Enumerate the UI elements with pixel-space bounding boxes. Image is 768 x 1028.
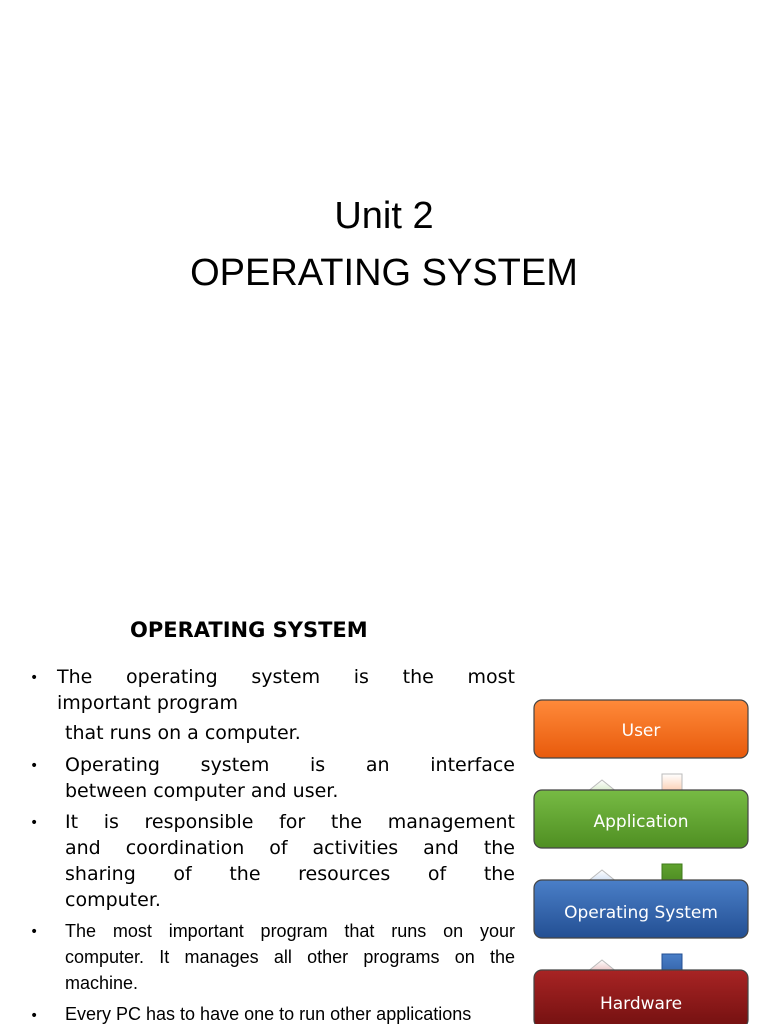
content-slide <box>0 560 768 1024</box>
slide-heading: OPERATING SYSTEM <box>130 618 368 642</box>
bullet-4-line-3: machine. <box>65 973 139 993</box>
bullet-marker: • <box>30 924 39 940</box>
bullet-marker: • <box>30 1008 39 1024</box>
bullet-2-line-1: Operating system is an interface <box>65 754 515 776</box>
layer-operating-system <box>534 880 748 938</box>
layer-label-application: Application <box>593 812 689 832</box>
bullet-4-line-1: The most important program that runs on your <box>65 921 515 941</box>
bullet-1-line-1: The operating system is the most <box>57 666 515 688</box>
bullet-3-line-2: and coordination of activities and the <box>65 837 515 859</box>
bullet-marker: • <box>30 670 39 686</box>
layer-user <box>534 700 748 758</box>
slide-title-topic: OPERATING SYSTEM <box>190 252 578 294</box>
slide-title-unit: Unit 2 <box>334 195 434 237</box>
bullet-1-line-2: important program <box>57 692 239 714</box>
bullet-3-line-3: sharing of the resources of the <box>65 863 515 885</box>
bullet-4-line-2: computer. It manages all other programs on the <box>65 947 515 967</box>
layer-label-hardware: Hardware <box>599 994 683 1014</box>
bullet-2-line-2: between computer and user. <box>65 780 339 802</box>
layer-label-operating-system: Operating System <box>564 903 718 923</box>
os-layer-diagram <box>530 696 754 1024</box>
bullet-1-line-3: that runs on a computer. <box>65 722 301 744</box>
bullet-marker: • <box>30 758 39 774</box>
bullet-marker: • <box>30 815 39 831</box>
bullet-5-line-1: Every PC has to have one to run other applications <box>65 1004 472 1024</box>
layer-hardware <box>534 970 748 1024</box>
bullet-3-line-4: computer. <box>65 889 161 911</box>
layer-label-user: User <box>621 721 661 741</box>
layer-application <box>534 790 748 848</box>
bullet-3-line-1: It is responsible for the management <box>65 811 515 833</box>
